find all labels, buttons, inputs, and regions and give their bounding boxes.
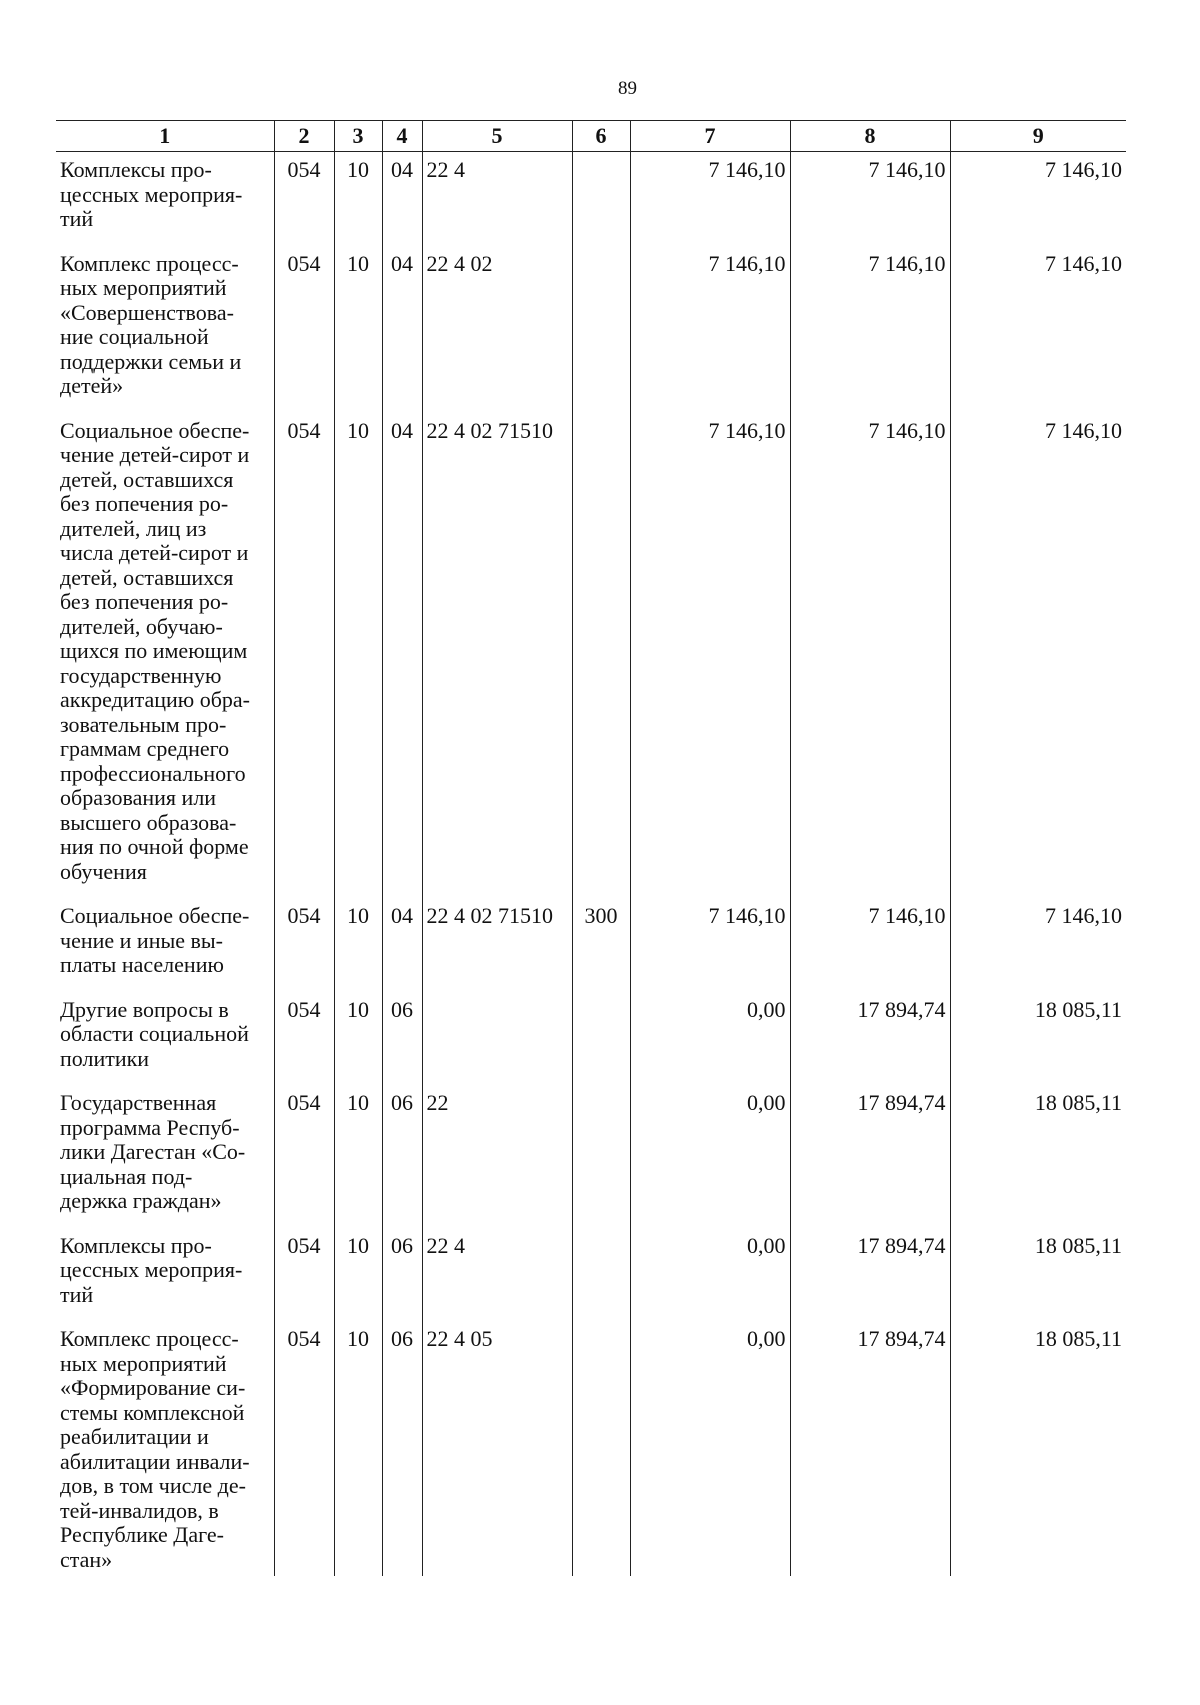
- item-name-line: Государственная: [60, 1090, 217, 1115]
- item-name-line: «Совершенствова-: [60, 299, 234, 325]
- item-name-line: зовательным про-: [60, 711, 227, 737]
- cell-amount-col-8: 7 146,10: [790, 152, 950, 246]
- item-name-line: Комплексы про-: [60, 157, 212, 182]
- cell-section: 10: [334, 413, 382, 899]
- header-col-3: 3: [334, 121, 382, 152]
- cell-amount-col-9: 18 085,11: [950, 1321, 1126, 1576]
- item-name-line: ния по очной форме: [60, 834, 249, 859]
- item-name-line: «Формирование си-: [60, 1375, 246, 1400]
- cell-amount-col-7: 7 146,10: [630, 413, 790, 899]
- cell-subsection: 06: [382, 992, 422, 1086]
- cell-section: 10: [334, 1228, 382, 1322]
- cell-target-article: 22 4 02 71510: [422, 413, 572, 899]
- cell-amount-col-9: 7 146,10: [950, 152, 1126, 246]
- cell-subsection: 04: [382, 152, 422, 246]
- item-name-line: граммам среднего: [60, 736, 230, 761]
- cell-item-name: [56, 1228, 274, 1322]
- cell-ministry-code: 054: [274, 413, 334, 899]
- cell-subsection: 06: [382, 1228, 422, 1322]
- item-name-line: тий: [60, 1281, 94, 1307]
- cell-ministry-code: 054: [274, 152, 334, 246]
- item-name-line: дителей, обучаю-: [60, 613, 223, 639]
- table-row: [56, 152, 1126, 246]
- cell-expense-type: [572, 413, 630, 899]
- cell-amount-col-8: 17 894,74: [790, 1228, 950, 1322]
- cell-ministry-code: 054: [274, 898, 334, 992]
- cell-subsection: 06: [382, 1085, 422, 1228]
- table-row: [56, 1085, 1126, 1228]
- cell-target-article: 22: [422, 1085, 572, 1228]
- cell-item-name: [56, 1321, 274, 1576]
- item-name-line: ных мероприятий: [60, 1350, 227, 1376]
- budget-table: [56, 120, 1126, 1576]
- header-col-1: 1: [56, 121, 274, 152]
- cell-target-article: 22 4 05: [422, 1321, 572, 1576]
- cell-expense-type: [572, 246, 630, 413]
- item-name-line: обучения: [60, 858, 147, 884]
- item-name-line: ние социальной: [60, 324, 209, 349]
- cell-amount-col-7: 0,00: [630, 1228, 790, 1322]
- item-name-line: Комплекс процесс-: [60, 1326, 239, 1351]
- cell-expense-type: [572, 1085, 630, 1228]
- cell-section: 10: [334, 246, 382, 413]
- item-name-line: цессных мероприя-: [60, 1257, 243, 1282]
- cell-item-name: [56, 898, 274, 992]
- cell-ministry-code: 054: [274, 246, 334, 413]
- item-name-line: циальная под-: [60, 1163, 193, 1189]
- cell-amount-col-8: 17 894,74: [790, 1321, 950, 1576]
- cell-amount-col-7: 7 146,10: [630, 898, 790, 992]
- table-header-row: [56, 121, 1126, 152]
- table-row: [56, 1321, 1126, 1576]
- table-body: [56, 152, 1126, 1577]
- item-name-line: держка граждан»: [60, 1188, 222, 1213]
- cell-expense-type: 300: [572, 898, 630, 992]
- cell-amount-col-7: 0,00: [630, 992, 790, 1086]
- item-name-line: тий: [60, 206, 94, 231]
- cell-expense-type: [572, 152, 630, 246]
- item-name-line: образования или: [60, 785, 217, 810]
- cell-ministry-code: 054: [274, 1228, 334, 1322]
- item-name-line: щихся по имеющим: [60, 638, 248, 663]
- cell-amount-col-8: 7 146,10: [790, 898, 950, 992]
- item-name-line: аккредитацию обра-: [60, 687, 250, 712]
- item-name-line: государственную: [60, 662, 222, 688]
- cell-section: 10: [334, 1321, 382, 1576]
- cell-target-article: 22 4 02 71510: [422, 898, 572, 992]
- item-name-line: Социальное обеспе-: [60, 903, 250, 928]
- item-name-line: абилитации инвали-: [60, 1448, 250, 1474]
- item-name-line: поддержки семьи и: [60, 348, 242, 374]
- header-col-4: 4: [382, 121, 422, 152]
- header-col-9: 9: [950, 121, 1126, 152]
- table-row: [56, 246, 1126, 413]
- item-name-line: программа Респуб-: [60, 1114, 240, 1140]
- header-col-7: 7: [630, 121, 790, 152]
- cell-amount-col-7: 0,00: [630, 1321, 790, 1576]
- item-name-line: без попечения ро-: [60, 589, 229, 614]
- cell-subsection: 04: [382, 898, 422, 992]
- cell-target-article: [422, 992, 572, 1086]
- item-name-line: реабилитации и: [60, 1424, 209, 1449]
- item-name-line: политики: [60, 1045, 150, 1071]
- cell-amount-col-9: 18 085,11: [950, 1228, 1126, 1322]
- cell-item-name: [56, 1085, 274, 1228]
- cell-amount-col-9: 7 146,10: [950, 246, 1126, 413]
- cell-subsection: 04: [382, 413, 422, 899]
- item-name-line: числа детей-сирот и: [60, 540, 249, 565]
- cell-amount-col-8: 17 894,74: [790, 992, 950, 1086]
- table-row: [56, 898, 1126, 992]
- cell-item-name: [56, 413, 274, 899]
- cell-ministry-code: 054: [274, 1085, 334, 1228]
- cell-item-name: [56, 152, 274, 246]
- cell-ministry-code: 054: [274, 1321, 334, 1576]
- item-name-line: без попечения ро-: [60, 491, 229, 516]
- cell-item-name: [56, 992, 274, 1086]
- cell-target-article: 22 4: [422, 152, 572, 246]
- cell-target-article: 22 4: [422, 1228, 572, 1322]
- item-name-line: чение детей-сирот и: [60, 442, 250, 467]
- item-name-line: платы населению: [60, 952, 224, 977]
- cell-section: 10: [334, 898, 382, 992]
- cell-amount-col-8: 7 146,10: [790, 413, 950, 899]
- item-name-line: чение и иные вы-: [60, 927, 224, 953]
- cell-section: 10: [334, 152, 382, 246]
- table-row: [56, 1228, 1126, 1322]
- item-name-line: стемы комплексной: [60, 1399, 245, 1425]
- cell-expense-type: [572, 992, 630, 1086]
- header-col-2: 2: [274, 121, 334, 152]
- item-name-line: стан»: [60, 1546, 113, 1572]
- item-name-line: области социальной: [60, 1021, 249, 1046]
- header-col-6: 6: [572, 121, 630, 152]
- item-name-line: цессных мероприя-: [60, 181, 243, 207]
- item-name-line: Другие вопросы в: [60, 996, 229, 1022]
- header-col-8: 8: [790, 121, 950, 152]
- cell-section: 10: [334, 1085, 382, 1228]
- cell-ministry-code: 054: [274, 992, 334, 1086]
- cell-amount-col-9: 7 146,10: [950, 898, 1126, 992]
- item-name-line: детей, оставшихся: [60, 564, 234, 590]
- cell-amount-col-9: 18 085,11: [950, 992, 1126, 1086]
- cell-amount-col-8: 17 894,74: [790, 1085, 950, 1228]
- item-name-line: лики Дагестан «Со-: [60, 1139, 246, 1164]
- item-name-line: Социальное обеспе-: [60, 417, 250, 443]
- cell-target-article: 22 4 02: [422, 246, 572, 413]
- item-name-line: дов, в том числе де-: [60, 1473, 246, 1498]
- cell-amount-col-7: 0,00: [630, 1085, 790, 1228]
- cell-amount-col-9: 18 085,11: [950, 1085, 1126, 1228]
- cell-amount-col-9: 7 146,10: [950, 413, 1126, 899]
- item-name-line: профессионального: [60, 760, 246, 786]
- cell-subsection: 06: [382, 1321, 422, 1576]
- cell-amount-col-7: 7 146,10: [630, 152, 790, 246]
- cell-amount-col-7: 7 146,10: [630, 246, 790, 413]
- cell-expense-type: [572, 1228, 630, 1322]
- cell-subsection: 04: [382, 246, 422, 413]
- cell-section: 10: [334, 992, 382, 1086]
- cell-item-name: [56, 246, 274, 413]
- table-row: [56, 413, 1126, 899]
- item-name-line: детей, оставшихся: [60, 466, 234, 492]
- item-name-line: дителей, лиц из: [60, 515, 207, 541]
- table-row: [56, 992, 1126, 1086]
- item-name-line: ных мероприятий: [60, 275, 227, 300]
- item-name-line: высшего образова-: [60, 809, 237, 835]
- page-number: 89: [618, 78, 637, 99]
- header-col-5: 5: [422, 121, 572, 152]
- item-name-line: детей»: [60, 373, 124, 398]
- item-name-line: тей-инвалидов, в: [60, 1497, 219, 1523]
- item-name-line: Республике Даге-: [60, 1522, 224, 1547]
- item-name-line: Комплексы про-: [60, 1232, 212, 1258]
- item-name-line: Комплекс процесс-: [60, 250, 239, 276]
- cell-amount-col-8: 7 146,10: [790, 246, 950, 413]
- cell-expense-type: [572, 1321, 630, 1576]
